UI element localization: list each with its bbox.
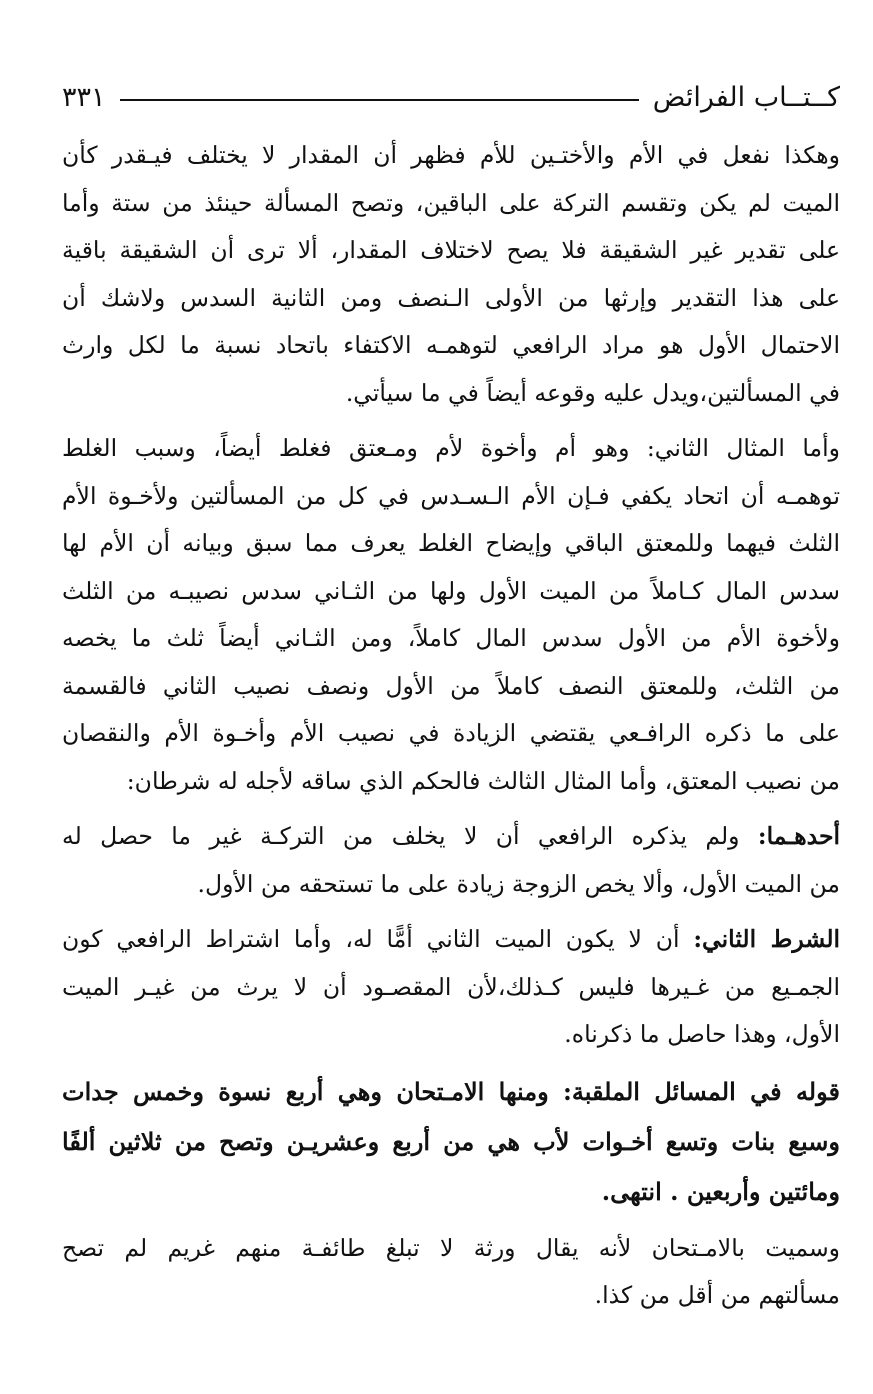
text-run: أن لا يكون الميت الثاني أمًّا له، وأما اشتراط الرافعي كون (62, 925, 694, 953)
text-line: الثلث فيهما وللمعتق الباقي وإيضاح الغلط يعرف مما سبق وبيانه أن الأم لها (62, 529, 840, 557)
page-number: ٣٣١ (62, 81, 106, 113)
text-line: مسألتهم من أقل من كذا. (594, 1281, 840, 1309)
paragraph-1 (62, 132, 840, 417)
text-line (62, 916, 840, 964)
text-line: الميت لم يكن وتقسم التركة على الباقين، وتصح المسألة حينئذ من ستة وأما (62, 188, 840, 217)
text-line: ومائتين وأربعين . انتهى. (601, 1176, 840, 1206)
text-line: من نصيب المعتق، وأما المثال الثالث فالحكم الذي ساقه لأجله له شرطان: (126, 766, 840, 795)
text-line: وهكذا نفعل في الأم والأختـين للأم فظهر أن المقدار لا يختلف فيـقدر كأن (62, 141, 840, 169)
page-body (62, 132, 840, 1320)
condition-heading: أحدهـما: (757, 822, 840, 850)
text-line: قوله في المسائل الملقبة: ومنها الامـتحان وهي أربع نسوة وخمس جدات (62, 1076, 840, 1106)
text-line: الأول، وهذا حاصل ما ذكرناه. (564, 1020, 840, 1048)
text-line: وسميت بالامـتحان لأنه يقال ورثة لا تبلغ طائفـة منهم غريم لم تصح (62, 1233, 840, 1262)
paragraph-6 (62, 1225, 840, 1320)
text-line: من الثلث، وللمعتق النصف كاملاً من الأول ونصف نصيب الثاني فالقسمة (62, 671, 840, 700)
condition-heading: الشرط الثاني: (693, 925, 840, 953)
text-line: ولأخوة الأم من الأول سدس المال كاملاً، ومن الثـاني أيضاً ثلث ما يخصه (62, 624, 840, 652)
text-line: سدس المال كـاملاً من الميت الأول ولها من الثـاني سدس نصيبـه من الثلث (62, 576, 840, 605)
header-rule (120, 99, 639, 101)
text-line (62, 813, 840, 861)
text-line: على تقدير غير الشقيقة فلا يصح لاختلاف المقدار، ألا ترى أن الشقيقة باقية (62, 236, 840, 264)
text-line: من الميت الأول، وألا يخص الزوجة زيادة على ما تستحقه من الأول. (197, 869, 840, 898)
text-run: ولم يذكره الرافعي أن لا يخلف من التركـة غير ما حصل له (62, 822, 758, 850)
quoted-statement (62, 1067, 840, 1217)
text-line: الاحتمال الأول هو مراد الرافعي لتوهمـه الاكتفاء باتحاد نسبة ما لكل وارث (62, 331, 840, 359)
text-line: توهمـه أن اتحاد يكفي فـإن الأم الـسـدس في كل من المسألتين ولأخـوة الأم (62, 481, 840, 510)
paragraph-4 (62, 916, 840, 1059)
text-line: في المسألتين،ويدل عليه وقوعه أيضاً في ما سيأتي. (345, 378, 840, 407)
paragraph-3 (62, 813, 840, 908)
text-line: على ما ذكره الرافـعي يقتضي الزيادة في نصيب الأم وأخـوة الأم والنقصان (62, 719, 840, 747)
book-title: كــتــاب الفرائض (652, 81, 840, 113)
text-line: على هذا التقدير وإرثها من الأولى الـنصف ومن الثانية السدس ولاشك أن (62, 283, 840, 312)
text-line: وسبع بنات وتسع أخـوات لأب هي من أربع وعشريـن وتصح من ثلاثين ألفًا (62, 1126, 840, 1156)
text-line: وأما المثال الثاني: وهو أم وأخوة لأم ومـعتق فغلط أيضاً، وسبب الغلط (62, 434, 840, 462)
text-line: الجمـيع من غـيرها فليس كـذلك،لأن المقصـود أن لا يرث من غيـر الميت (62, 972, 840, 1001)
running-header (62, 72, 840, 122)
paragraph-2 (62, 425, 840, 805)
